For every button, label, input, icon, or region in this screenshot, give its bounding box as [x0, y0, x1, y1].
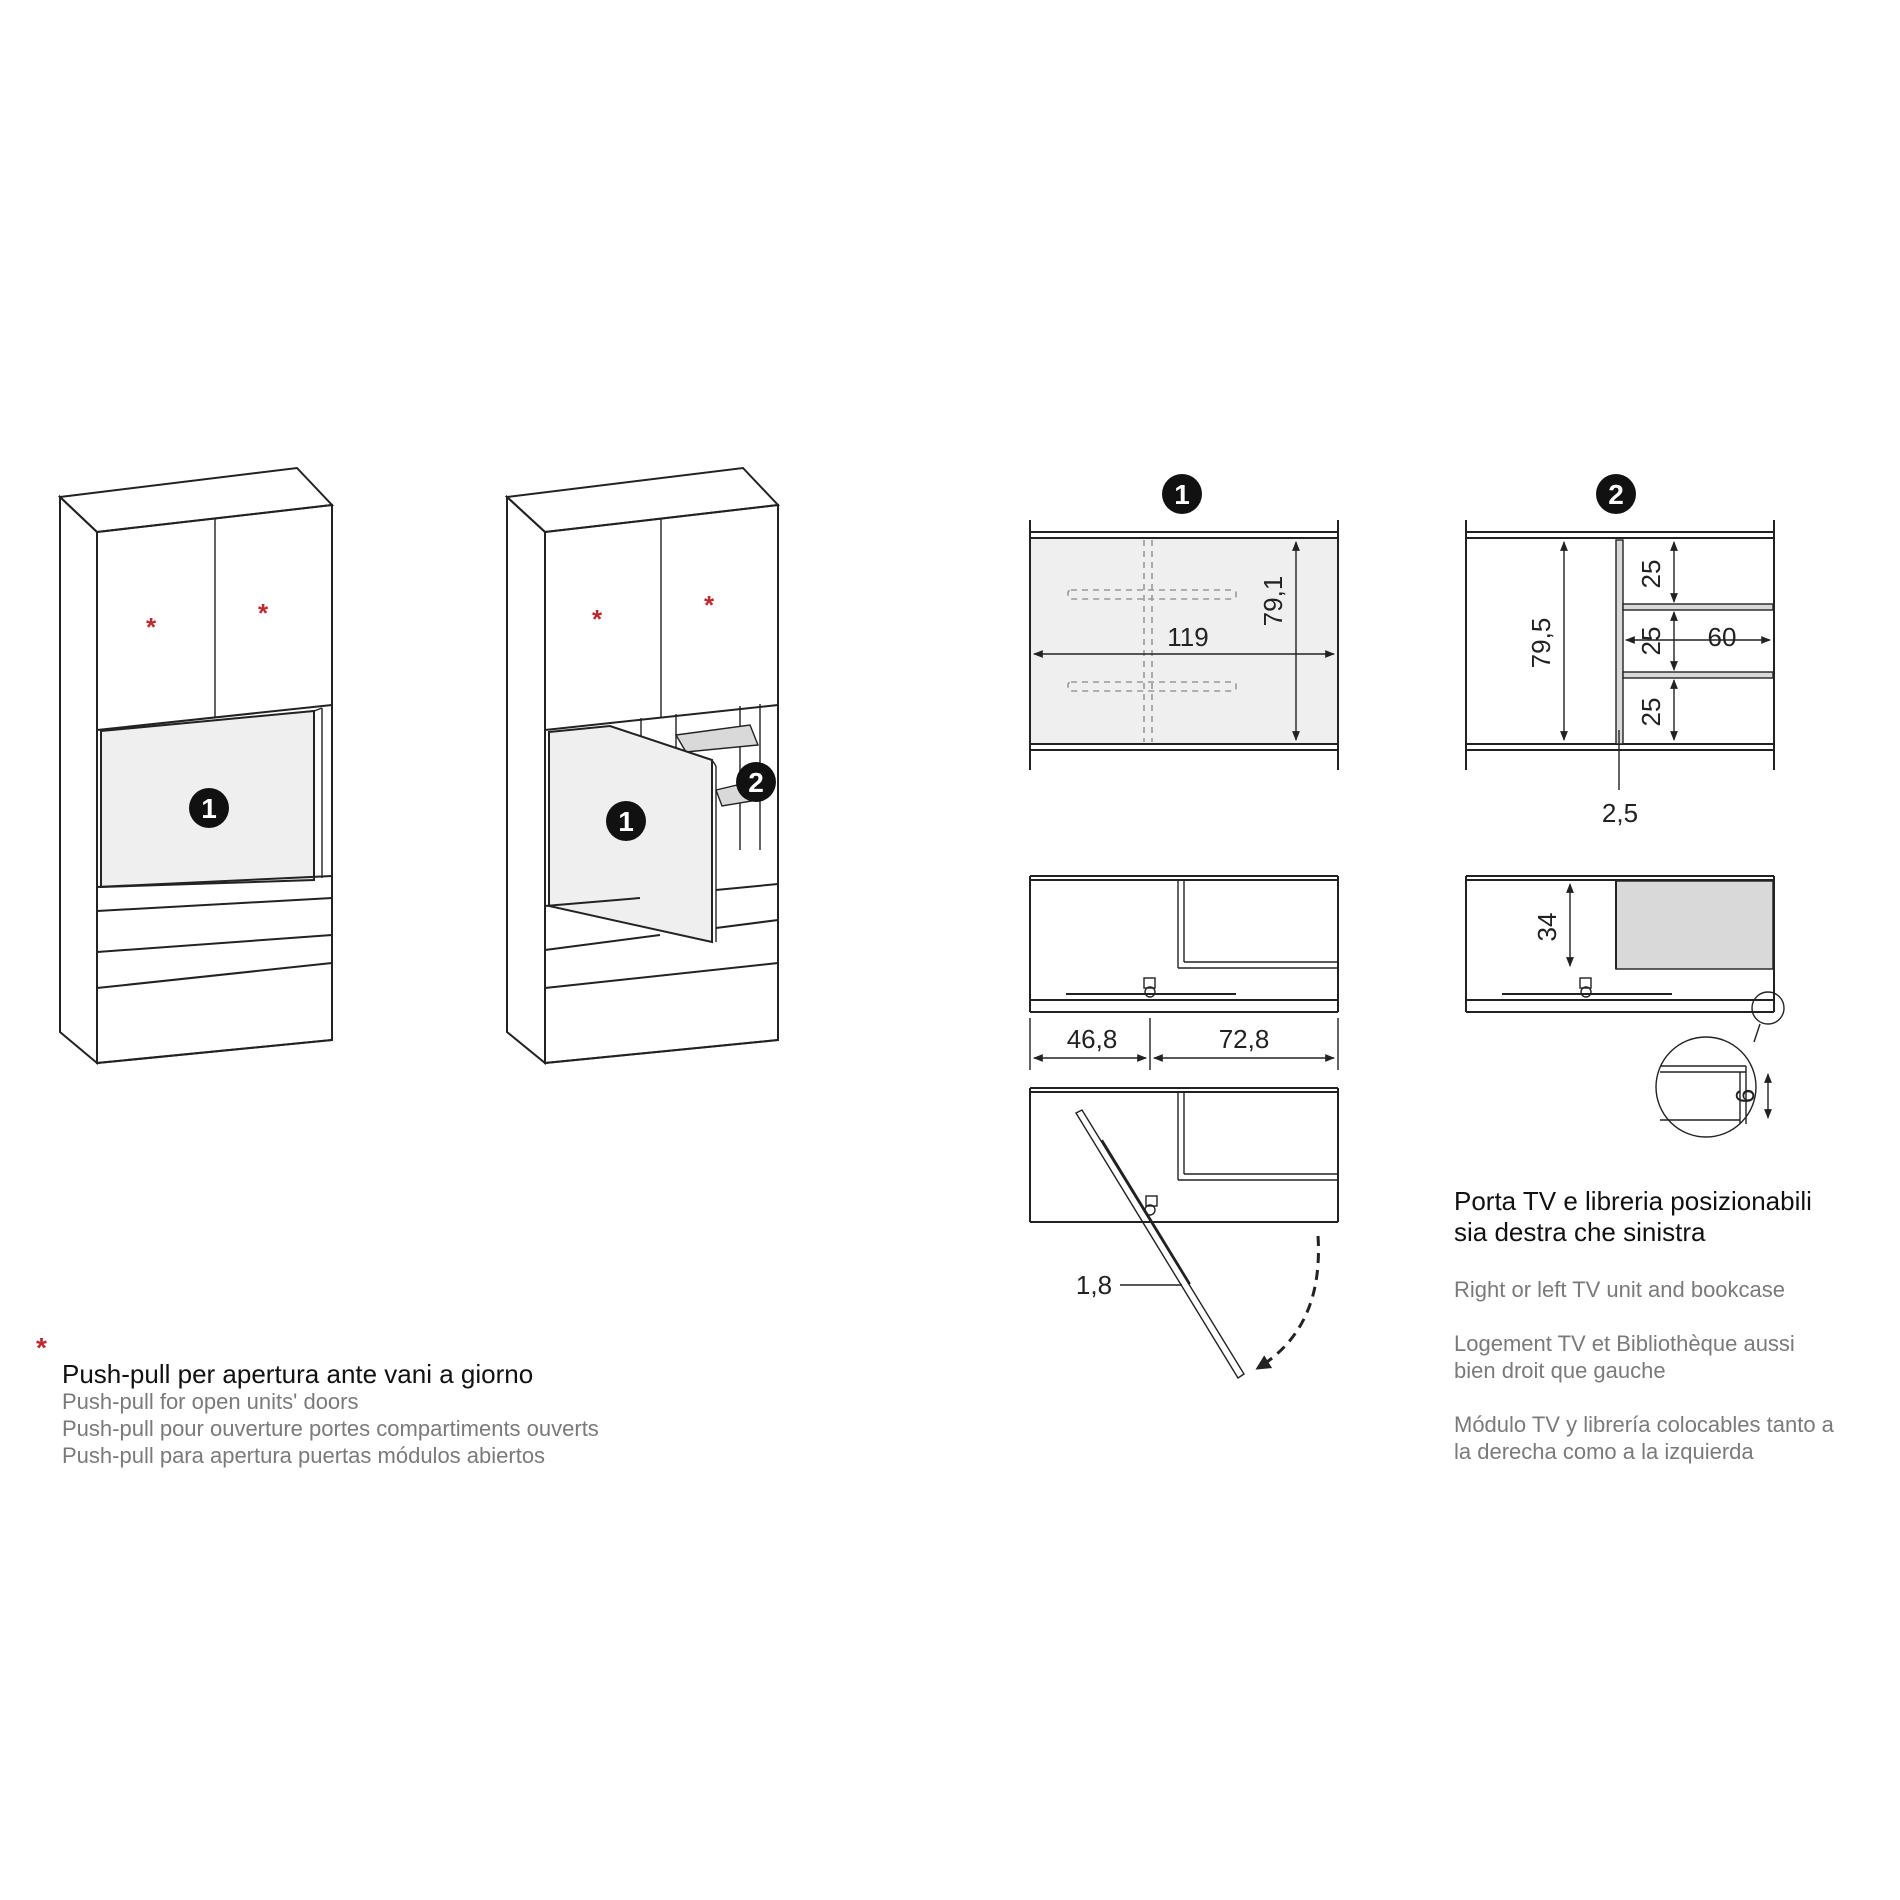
badge-2 [736, 762, 776, 802]
badge-1 [189, 788, 229, 828]
dim-shelf-gap-3: 25 [1636, 697, 1666, 727]
cabinet-open-illustration [507, 468, 778, 1063]
dim-plan-right: 72,8 [1218, 1024, 1270, 1054]
description-fr-line2: bien droit que gauche [1454, 1358, 1666, 1383]
push-pull-en: Push-pull for open units' doors [62, 1389, 359, 1414]
badge-1 [1162, 474, 1202, 514]
push-pull-mark: * [592, 604, 603, 634]
dim-door-thickness: 1,8 [1075, 1270, 1113, 1300]
bookcase-shelf [676, 725, 758, 752]
push-pull-legend-mark: * [36, 1332, 47, 1363]
cabinet-closed-illustration [60, 468, 332, 1063]
description-title-line2: sia destra che sinistra [1454, 1217, 1706, 1247]
dim-shelf-height: 79,5 [1526, 617, 1556, 669]
dim-tv-width: 119 [1167, 622, 1209, 652]
bookcase-plan [1466, 876, 1784, 1137]
dim-detail-step: 6 [1730, 1088, 1760, 1104]
description-fr-line1: Logement TV et Bibliothèque aussi [1454, 1331, 1795, 1356]
badge-1 [606, 801, 646, 841]
description-es-line1: Módulo TV y librería colocables tanto a [1454, 1412, 1834, 1437]
tv-unit-plan-open [1030, 1088, 1338, 1378]
svg-text:1: 1 [1174, 479, 1190, 510]
push-pull-mark: * [146, 612, 157, 642]
dim-plan-left: 46,8 [1066, 1024, 1118, 1054]
push-pull-mark: * [704, 590, 715, 620]
bookcase-front-elevation [1466, 474, 1774, 828]
description-en: Right or left TV unit and bookcase [1454, 1277, 1786, 1302]
dim-tv-height: 79,1 [1258, 575, 1288, 627]
svg-text:2: 2 [1608, 479, 1624, 510]
description-title-line1: Porta TV e libreria posizionabili [1454, 1186, 1812, 1216]
detail-magnifier [1656, 1037, 1768, 1137]
svg-text:2: 2 [748, 767, 764, 798]
svg-text:1: 1 [618, 806, 634, 837]
svg-text:1: 1 [201, 793, 217, 824]
dim-shelf-width: 60 [1707, 622, 1737, 652]
tv-panel-rotated [1076, 1110, 1244, 1378]
badge-2 [1596, 474, 1636, 514]
description-es-line2: la derecha como a la izquierda [1454, 1439, 1754, 1464]
dim-shelf-gap-1: 25 [1636, 559, 1666, 589]
push-pull-es: Push-pull para apertura puertas módulos abiertos [62, 1443, 546, 1468]
tv-unit-plan-closed [1030, 876, 1338, 1070]
push-pull-fr: Push-pull pour ouverture portes compartiments ouverts [62, 1416, 599, 1441]
push-pull-title: Push-pull per apertura ante vani a giorno [62, 1359, 534, 1389]
dim-plan-depth: 34 [1532, 912, 1562, 942]
tv-unit-front-elevation [1030, 474, 1338, 770]
dim-shelf-gap-2: 25 [1636, 626, 1666, 656]
push-pull-mark: * [258, 598, 269, 628]
dim-upright-thickness: 2,5 [1601, 798, 1639, 828]
